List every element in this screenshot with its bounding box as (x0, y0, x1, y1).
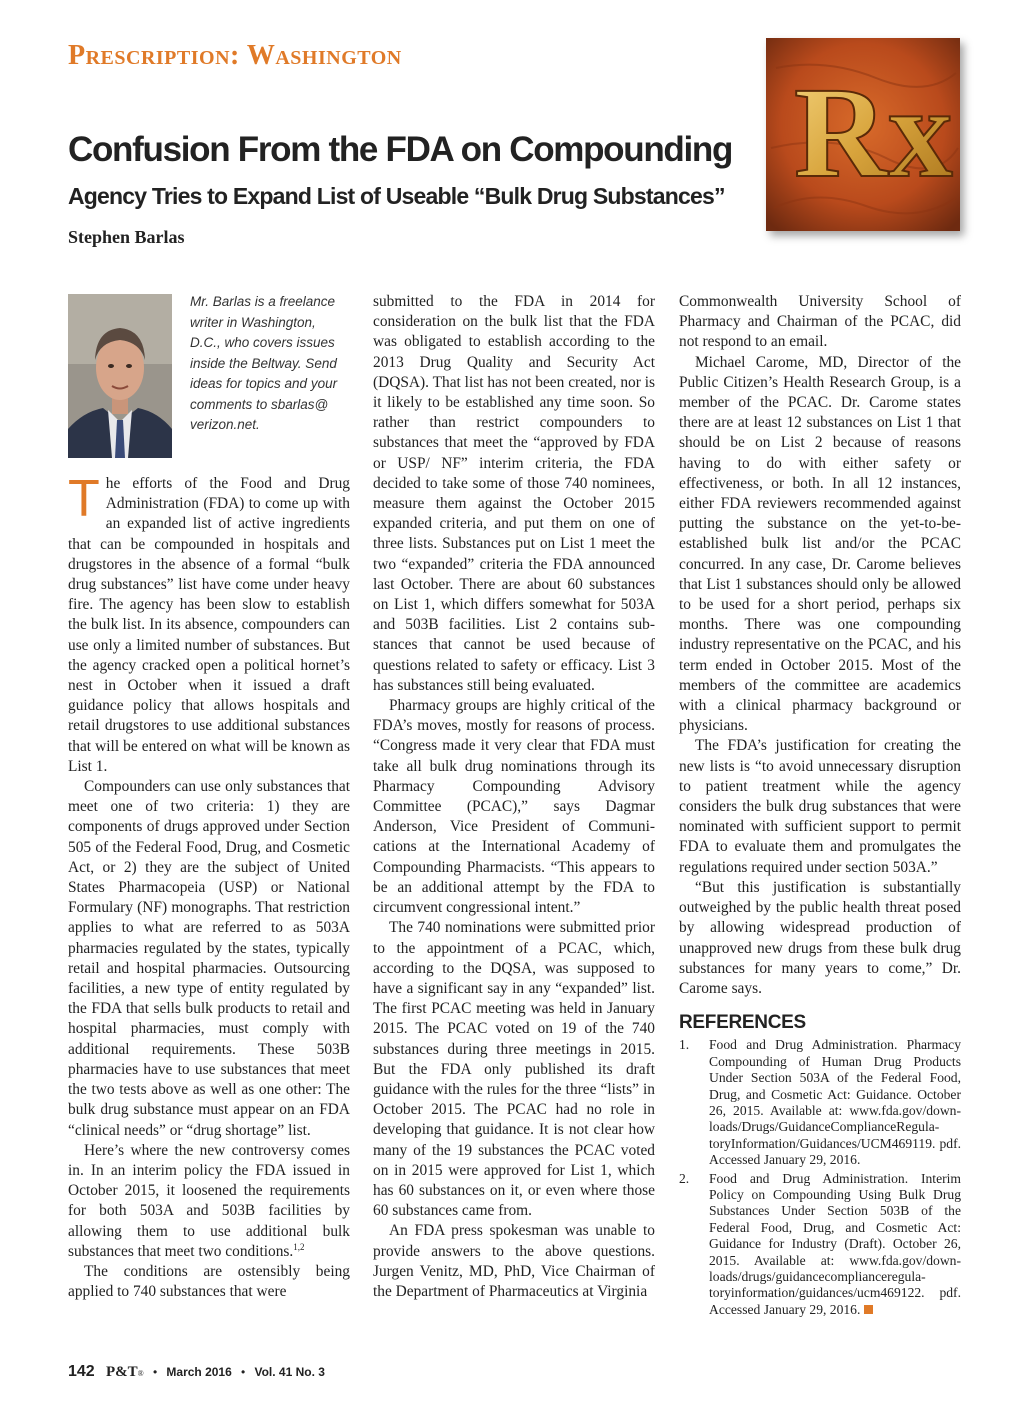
reference-item (679, 1037, 961, 1168)
citation-superscript: 1,2 (293, 1241, 305, 1252)
body-column-1 (68, 470, 350, 1302)
body-paragraph: submitted to the FDA in 2014 for consideration on the bulk list that the FDA was obligated to establish according to the 2013 Drug Quality and Security Act (DQSA). That list has not been created, nor is it likely to be established any time soon. So rather than restrict compounders to substances that meet the “approved by FDA or USP/ NF” interim criteria, the FDA decided to take some of those 740 nominees, measure them against the October 2015 expanded criteria, and put them on one of three lists. Substances put on List 1 meet the two “expanded” criteria the FDA announced last October. There are about 60 substances on List 1, which differs somewhat for 503A and 503B facilities. List 2 contains substances that cannot be used because of questions related to safety or efficacy. List 3 has substances still being evaluated. (373, 293, 655, 694)
journal-name: P&T (105, 1364, 138, 1380)
article-subtitle: Agency Tries to Expand List of Useable “Bulk Drug Substances” (68, 183, 725, 209)
reference-number: 1. (679, 1037, 690, 1053)
body-column-3 (679, 292, 961, 1320)
body-paragraph: An FDA press spokesman was unable to provide answers to the above questions. Jurgen Venitz, MD, PhD, Vice Chairman of the Department of Pharmaceutics at Virginia (373, 1222, 655, 1300)
body-paragraph: Commonwealth University School of Pharmacy and Chairman of the PCAC, did not respond to an email. (679, 293, 961, 351)
body-paragraph (68, 470, 350, 777)
section-label: Prescription: Washington (68, 40, 402, 71)
registered-mark: ® (137, 1369, 144, 1378)
author-bio: Mr. Barlas is a freelance writer in Washington, D.C., who covers issues inside the Beltway. Send ideas for topics and your comments to sbarlas@ verizon.net. (190, 294, 338, 432)
references-list (679, 1037, 961, 1318)
article-title: Confusion From the FDA on Compounding (68, 130, 733, 169)
reference-number: 2. (679, 1170, 690, 1186)
paragraph-text: Here’s where the new controversy comes in. In an interim policy the FDA issued in October 2015, it loosened the requirements for both 503A and 503B facilities by allowing them to use additional bulk substances that meet two conditions. (68, 1141, 350, 1260)
paragraph-text: he efforts of the Food and Drug Administration (FDA) to come up with an expanded list of active ingredients that can be compounded in hospitals and drugstores in the absence of a formal “bulk drug substances” list have come under heavy fire. The agency has been slow to establish the bulk list. In its absence, compounders can use only a limited number of substances. But the agency cracked open a political hornet’s nest in October when it issued a draft guidance policy that allows hospitals and retail drugstores to use additional substances that will be entered on what will be known as List 1. (68, 475, 350, 775)
body-paragraph: Pharmacy groups are highly critical of the FDA’s moves, mostly for reasons of process. “Congress made it very clear that FDA must take all bulk drug nominations through its Pharmacy Compounding Advisory Committee (PCAC),” says Dagmar Anderson, Vice President of Communications at the International Academy of Compounding Pharmacists. “This appears to be an additional attempt by the FDA to circumvent congressional intent.” (373, 697, 655, 917)
rx-logo-image (766, 38, 960, 231)
author-photo (68, 294, 172, 458)
end-of-article-mark (864, 1305, 873, 1314)
page-number: 142 (68, 1363, 95, 1380)
reference-text: Food and Drug Administration. Pharmacy Compounding of Human Drug Products Under Section 503A of the Federal Food, Drug, and Cosmetic Act: Guidance. October 26, 2015. Available at: www.fda.gov/downloads/Drugs/GuidanceComplianceRegulatoryInformation/Guidances/UCM469119. pdf. Accessed January 29, 2016. (709, 1037, 961, 1168)
rx-logo-letters: Rx (794, 61, 953, 205)
body-paragraph: The 740 nominations were submitted prior to the appointment of a PCAC, which, according to the DQSA, was supposed to have a significant say in any “expanded” list. The first PCAC meeting was held in January 2015. The PCAC voted on 19 of the 740 substances during three meetings in 2015. But the FDA only published its draft guidance with the rules for the three “lists” in October 2015. The PCAC had no role in developing that guidance. It is not clear how many of the 19 substances the PCAC voted on in 2015 were approved for List 1, which has 60 substances on it, or even where those 60 substances came from. (373, 919, 655, 1220)
issue-date: March 2016 (166, 1365, 232, 1379)
body-paragraph: “But this justification is substantially outweighed by the public health threat posed by allowing widespread production of unapproved new drugs from these bulk drug substances for many years to come,” Dr. Carome says. (679, 878, 961, 997)
reference-text: Food and Drug Administration. Interim Policy on Compounding Using Bulk Drug Substances Under Section 503B of the Federal Food, Drug, and Cosmetic Act: Guidance for Industry (Draft). October 26, 2015. Available at: www.fda.gov/downloads/drugs/guidancecomplianceregulatoryinformation/guidances/ucm469122. pdf. Accessed January 29, 2016. (709, 1170, 961, 1317)
page-footer (68, 1363, 325, 1381)
drop-cap: T (68, 470, 100, 528)
body-paragraph: Michael Carome, MD, Director of the Public Citizen’s Health Research Group, is a member of the PCAC. Dr. Carome states there are at least 12 substances on List 1 that should be on List 2 because of reasons having to do with either safety or effectiveness, or both. In all 12 instances, either FDA reviewers recommended against putting the substance on the yet-to-be-established bulk list and/or the PCAC concurred. In any case, Dr. Carome believes that List 1 substances should only be allowed to be used for a short period, perhaps six months. There was one compounding industry representative on the PCAC, and his term ended in October 2015. Most of the members of the committee are academics with a clinical pharmacy background or physicians. (679, 353, 961, 735)
body-paragraph (68, 1141, 350, 1262)
reference-item (679, 1171, 961, 1319)
separator-dot: • (152, 1365, 158, 1379)
volume-number: Vol. 41 No. 3 (254, 1365, 325, 1379)
body-column-2 (373, 292, 655, 1302)
body-paragraph: The conditions are ostensibly being applied to 740 substances that were (68, 1262, 350, 1301)
article-author: Stephen Barlas (68, 227, 185, 247)
separator-dot: • (241, 1365, 246, 1379)
references-heading: REFERENCES (679, 1012, 806, 1034)
body-paragraph: The FDA’s justification for creating the new lists is “to avoid unnecessary disruption to patient treatment while the agency considers the bulk drug substances that were nominated with sufficient support to permit FDA to evaluate them and promulgates the regulations required under section 503A.” (679, 737, 961, 876)
body-paragraph: Compounders can use only substances that meet one of two criteria: 1) they are components of drugs approved under Section 505 of the Federal Food, Drug, and Cosmetic Act, or 2) they are the subject of United States Pharmacopeia (USP) or National Formulary (NF) monographs. That restriction applies to what are referred to as 503A pharmacies regulated by the states, typically retail and hospital pharmacies. Outsourcing facilities, a new type of entity regulated by the FDA that sells bulk products to retail and hospital pharmacies, must comply with additional requirements. These 503B pharmacies have to use substances that meet the two tests above as well as one other: The bulk drug substance must appear on an FDA “clinical needs” or “drug shortage” list. (68, 778, 350, 1139)
